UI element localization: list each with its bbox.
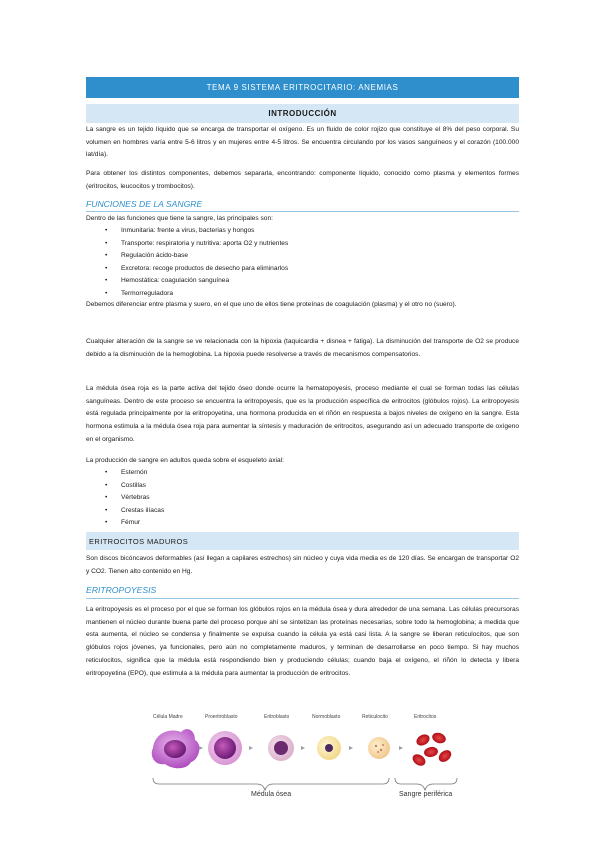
funciones-list <box>86 225 288 300</box>
heading-eritropoyesis: ERITROPOYESIS <box>86 585 157 595</box>
heading-rule <box>86 598 519 599</box>
eritrocitos-paragraph: Son discos bicóncavos deformables (así llegan a capilares estrechos) sin núcleo y cuya vida media es de 120 días. Se encargan de transportar O2 y CO2. Tienen alto contenido en Hg. <box>86 555 519 575</box>
esqueleto-intro: La producción de sangre en adultos queda sobre el esqueleto axial: <box>86 457 284 464</box>
list-item: • Esternón <box>121 467 164 480</box>
sangre-label: Sangre periférica <box>399 791 453 798</box>
huesos-list <box>86 467 164 530</box>
intro-paragraph-1: La sangre es un tejido líquido que se encarga de transportar el oxígeno. Es un fluido de color rojizo que constituye el 8% del peso corporal. Su volumen en hombres varía entre 5-6 litros y en mujeres entre 4-5 litros. Se encuentra circulando por los vasos sanguíneos y el corazón (100.000 lat/día). <box>86 126 519 159</box>
stage-label: Eritrocitos <box>414 714 437 720</box>
stage-label: Célula Madre <box>153 714 183 720</box>
cell-proeritroblasto <box>208 731 242 765</box>
list-item: • Vértebras <box>121 492 164 505</box>
list-item: • Inmunitaria: frente a virus, bacterias y hongos <box>121 225 288 238</box>
list-item: • Crestas ilíacas <box>121 505 164 518</box>
list-item: • Hemostática: coagulación sanguínea <box>121 275 288 288</box>
list-item: • Regulación ácido-base <box>121 250 288 263</box>
section-heading-eritrocitos: ERITROCITOS MADUROS <box>86 532 519 550</box>
section-heading-introduccion: INTRODUCCIÓN <box>86 104 519 123</box>
stage-label: Normoblasto <box>312 714 341 720</box>
cell-eritroblasto <box>268 735 294 761</box>
eritropoyesis-paragraph: La eritropoyesis es el proceso por el que se forman los glóbulos rojos en la médula ósea y dura alrededor de una semana. Las células precursoras mantienen el núcleo durante buena parte del proceso porque ahí se sintetizan las proteínas necesarias, sobre todo la hemoglobina; a medida que esta aumenta, el núcleo se condensa y finalmente se expulsa cuando la célula ya está casi lista. A la sangre se liberan reticulocitos, que son glóbulos rojos jóvenes, ya funcionales, pero aún no completamente maduros, y terminan de desarrollarse en poco tiempo. Si hay muchos reticulocitos, significa que la médula está respondiendo bien y produciendo células; cuando baja el oxígeno, el riñón lo detecta y libera eritropoyetina (EPO), que estimula a la médula para aumentar la producción de eritrocitos. <box>86 606 519 677</box>
heading-funciones: FUNCIONES DE LA SANGRE <box>86 199 203 209</box>
list-item: • Excretora: recoge productos de desecho para eliminarlos <box>121 263 288 276</box>
heading-rule <box>86 211 519 212</box>
list-item: • Termorreguladora <box>121 288 288 301</box>
stage-label: Eritroblasto <box>264 714 290 720</box>
cell-stem <box>152 729 200 768</box>
medula-paragraph: La médula ósea roja es la parte activa del tejido óseo donde ocurre la hematopoyesis, proceso mediante el cual se forman todas las células sanguíneas. Dentro de este proceso se encuentra la eritropoyesis, que es la producción específica de eritrocitos (glóbulos rojos). La eritropoyesis está regulada principalmente por la eritropoyetina, una hormona producida en el riñón en respuesta a bajos niveles de oxígeno en la sangre. Esta hormona estimula a la médula ósea roja para aumentar la síntesis y maduración de eritrocitos, asegurando así un adecuado transporte de oxígeno en el organismo. <box>86 385 519 443</box>
medula-bracket <box>153 778 389 790</box>
erythropoiesis-diagram <box>147 708 463 808</box>
stage-label: Reticulocito <box>362 714 388 720</box>
cell-reticulocito <box>368 737 390 759</box>
list-item: • Fémur <box>121 517 164 530</box>
funciones-intro: Dentro de las funciones que tiene la sangre, las principales son: <box>86 215 273 222</box>
list-item: • Costillas <box>121 480 164 493</box>
sangre-bracket <box>395 778 457 790</box>
medula-label: Médula ósea <box>251 791 292 798</box>
hipoxia-paragraph: Cualquier alteración de la sangre se ve relacionada con la hipoxia (taquicardia + disnea + fatiga). La disminución del transporte de O2 se produce debido a la disminución de la hemoglobina. La hipoxia puede resolverse a través de mecanismos compensatorios. <box>86 338 519 358</box>
document-title: TEMA 9 SISTEMA ERITROCITARIO: ANEMIAS <box>86 77 519 98</box>
stage-label: Proeritroblasto <box>205 714 238 720</box>
intro-paragraph-2: Para obtener los distintos componentes, debemos separarla, encontrando: componente líquido, conocido como plasma y elementos formes (eritrocitos, leucocitos y trombocitos). <box>86 170 519 190</box>
list-item: • Transporte: respiratoria y nutritiva: aporta O2 y nutrientes <box>121 238 288 251</box>
cell-normoblasto <box>317 736 341 760</box>
cell-eritrocitos <box>410 731 453 768</box>
plasma-paragraph: Debemos diferenciar entre plasma y suero, en el que uno de ellos tiene proteínas de coagulación (plasma) y el otro no (suero). <box>86 301 457 308</box>
